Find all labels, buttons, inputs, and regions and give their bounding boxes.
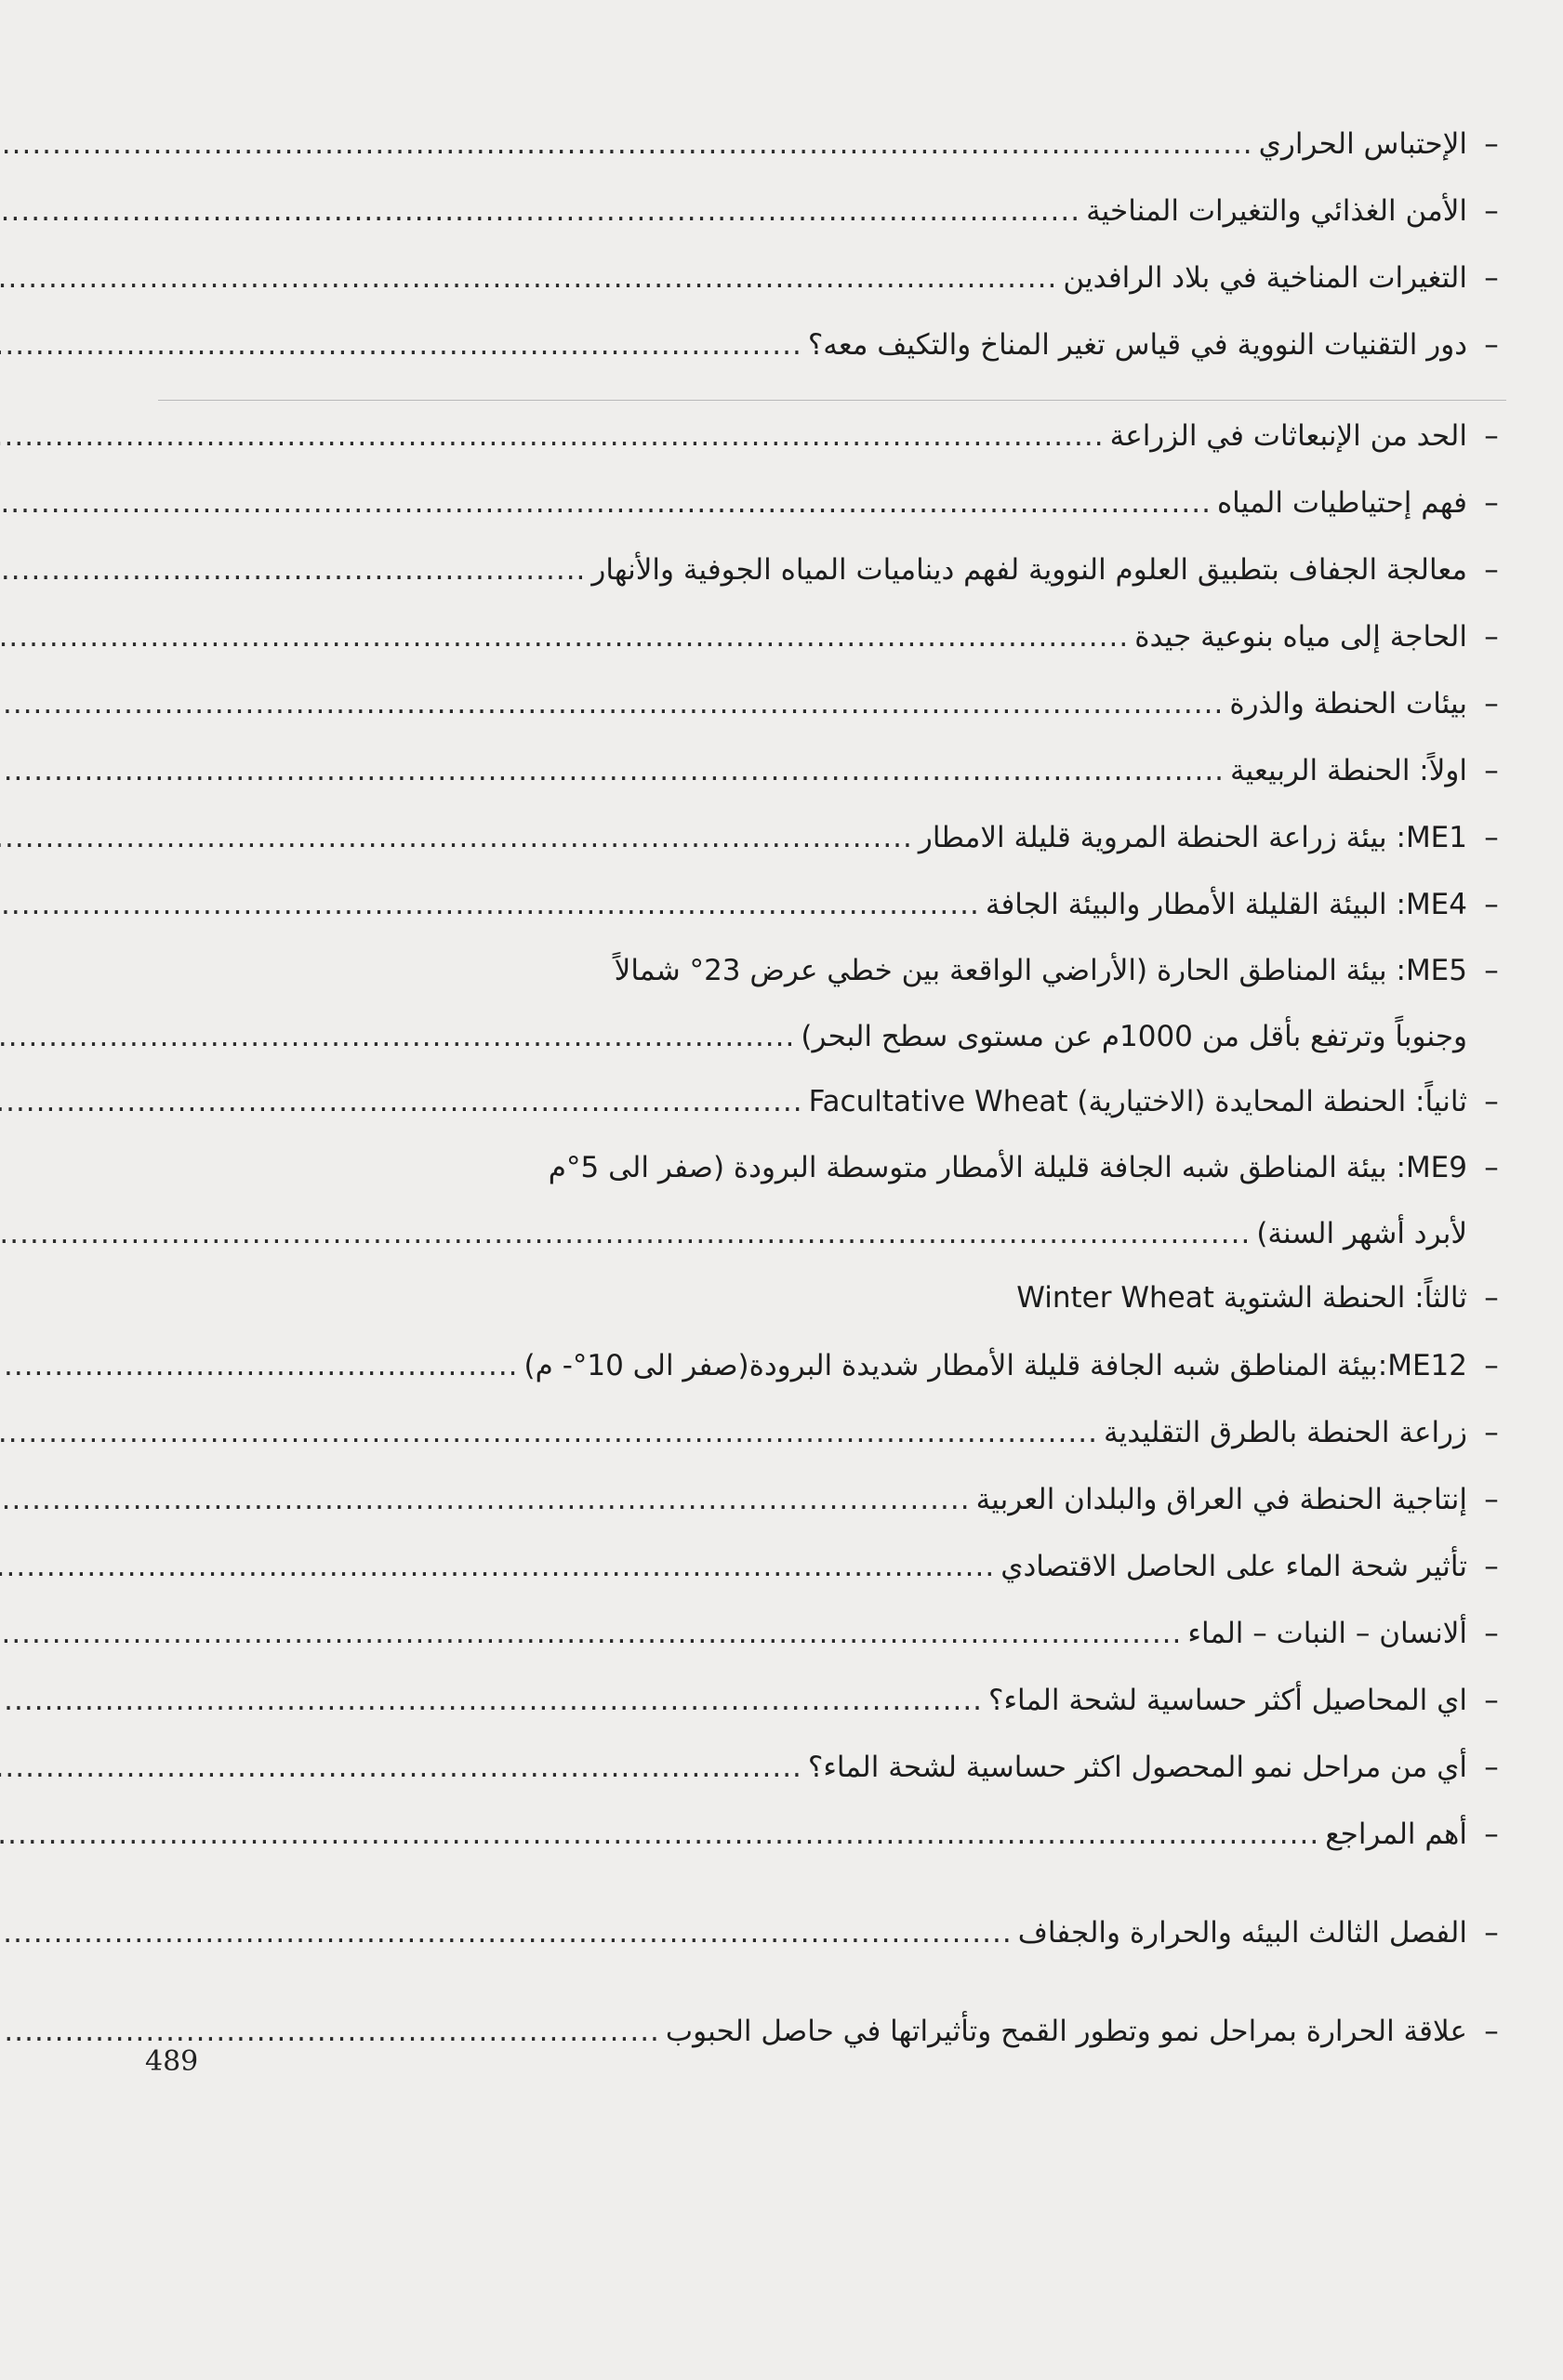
toc-entry-title: زراعة الحنطة بالطرق التقليدية bbox=[1103, 1416, 1467, 1449]
toc-entry-title: الأمن الغذائي والتغيرات المناخية bbox=[1086, 194, 1467, 228]
bullet-dash: – bbox=[1484, 821, 1499, 854]
bullet-dash: – bbox=[1484, 754, 1499, 787]
bullet-dash: – bbox=[1484, 1684, 1499, 1717]
toc-entry bbox=[195, 1800, 1516, 1867]
toc-entry-title: ألانسان – النبات – الماء bbox=[1187, 1617, 1467, 1650]
dot-leader bbox=[0, 1899, 1013, 1966]
bullet-dash: – bbox=[1484, 1916, 1499, 1950]
toc-entry bbox=[195, 1997, 1516, 2064]
dot-leader bbox=[0, 178, 1080, 245]
bullet-dash: – bbox=[1484, 687, 1499, 721]
toc-entry-title: دور التقنيات النووية في قياس تغير المناخ والتكيف معه؟ bbox=[807, 328, 1467, 362]
toc-entry bbox=[195, 937, 1516, 1067]
toc-entry bbox=[195, 1264, 1516, 1331]
toc-entry-title: الفصل الثالث البيئه والحرارة والجفاف bbox=[1017, 1916, 1467, 1950]
bullet-dash: – bbox=[1484, 954, 1499, 987]
dot-leader bbox=[0, 1734, 802, 1801]
dot-leader bbox=[0, 1600, 1182, 1667]
dot-leader bbox=[0, 1801, 1319, 1868]
bullet-dash: – bbox=[1484, 1751, 1499, 1784]
toc-entry-title: الإحتباس الحراري bbox=[1258, 127, 1467, 161]
bullet-dash: – bbox=[1484, 1617, 1499, 1650]
toc-entry bbox=[195, 1067, 1516, 1134]
bullet-dash: – bbox=[1484, 1349, 1499, 1382]
toc-entry-title: ME4: البيئة القليلة الأمطار والبيئة الجافة bbox=[985, 888, 1467, 921]
toc-entry bbox=[195, 244, 1516, 311]
toc-entry-title: ME1: بيئة زراعة الحنطة المروية قليلة الامطار bbox=[918, 821, 1467, 854]
dot-leader bbox=[0, 403, 1105, 469]
toc-entry-title: علاقة الحرارة بمراحل نمو وتطور القمح وتأثيراتها في حاصل الحبوب bbox=[665, 2015, 1467, 2048]
toc-entry bbox=[195, 870, 1516, 937]
toc-entry-title: اي المحاصيل أكثر حساسية لشحة الماء؟ bbox=[988, 1684, 1467, 1717]
toc-entry bbox=[195, 1733, 1516, 1800]
toc-entry bbox=[195, 1398, 1516, 1465]
toc-entry-title: ثالثاً: الحنطة الشتوية Winter Wheat bbox=[1016, 1281, 1467, 1315]
dot-leader bbox=[0, 311, 802, 378]
bullet-dash: – bbox=[1484, 1281, 1499, 1315]
bullet-dash: – bbox=[1484, 1550, 1499, 1583]
bullet-dash: – bbox=[1484, 328, 1499, 362]
dot-leader bbox=[0, 1399, 1098, 1466]
toc-entry bbox=[195, 1465, 1516, 1532]
dot-leader bbox=[0, 1667, 983, 1734]
toc-entry bbox=[195, 177, 1516, 244]
toc-entry-title: ثانياً: الحنطة المحايدة (الاختيارية) Facultative Wheat bbox=[808, 1085, 1467, 1118]
toc-entry-title: أي من مراحل نمو المحصول اكثر حساسية لشحة الماء؟ bbox=[807, 1751, 1467, 1784]
bullet-dash: – bbox=[1484, 127, 1499, 161]
dot-leader bbox=[0, 737, 1225, 804]
toc-entry bbox=[195, 602, 1516, 669]
dot-leader bbox=[0, 670, 1224, 737]
dot-leader bbox=[0, 245, 1057, 311]
toc-entry-title: فهم إحتياطيات المياه bbox=[1216, 486, 1467, 520]
toc-entry bbox=[195, 736, 1516, 803]
toc-entry-title: بيئات الحنطة والذرة bbox=[1229, 687, 1467, 721]
bullet-dash: – bbox=[1484, 888, 1499, 921]
bullet-dash: – bbox=[1484, 194, 1499, 228]
toc-entry-title: الحاجة إلى مياه بنوعية جيدة bbox=[1134, 620, 1467, 654]
toc-entry-title: تأثير شحة الماء على الحاصل الاقتصادي bbox=[1000, 1550, 1467, 1583]
dot-leader bbox=[0, 1005, 795, 1068]
toc-entry bbox=[195, 311, 1516, 377]
toc-entry bbox=[195, 402, 1516, 469]
dot-leader bbox=[0, 1332, 519, 1399]
toc-entry-continuation: لأبرد أشهر السنة) bbox=[1256, 1217, 1467, 1250]
bullet-dash: – bbox=[1484, 553, 1499, 587]
toc-entry bbox=[195, 1666, 1516, 1733]
bullet-dash: – bbox=[1484, 2015, 1499, 2048]
bullet-dash: – bbox=[1484, 419, 1499, 453]
dot-leader bbox=[0, 1202, 1251, 1265]
toc-entry-title: الحد من الإنبعاثات في الزراعة bbox=[1109, 419, 1467, 453]
toc-entry-title: ME9: بيئة المناطق شبه الجافة قليلة الأمطار متوسطة البرودة (صفر الى 5°م bbox=[548, 1151, 1467, 1184]
dot-leader bbox=[0, 871, 980, 938]
bullet-dash: – bbox=[1484, 486, 1499, 520]
toc-entry bbox=[195, 469, 1516, 536]
toc-chapter-entry bbox=[195, 1898, 1516, 1965]
toc-entry-title: أهم المراجع bbox=[1325, 1818, 1467, 1851]
toc-entry bbox=[195, 1532, 1516, 1599]
dot-leader bbox=[0, 603, 1129, 670]
toc-entry bbox=[195, 1599, 1516, 1666]
toc-entry-title: اولاً: الحنطة الربيعية bbox=[1230, 754, 1467, 787]
bullet-dash: – bbox=[1484, 1818, 1499, 1851]
bullet-dash: – bbox=[1484, 1416, 1499, 1449]
toc-entry-title: ME12:بيئة المناطق شبه الجافة قليلة الأمطار شديدة البرودة(صفر الى 10°- م) bbox=[523, 1349, 1467, 1382]
bullet-dash: – bbox=[1484, 1483, 1499, 1516]
toc-entry-title: إنتاجية الحنطة في العراق والبلدان العربية bbox=[975, 1483, 1467, 1516]
dot-leader bbox=[0, 1998, 660, 2065]
toc-entry-title: التغيرات المناخية في بلاد الرافدين bbox=[1063, 261, 1467, 295]
toc-entry bbox=[195, 1331, 1516, 1398]
page-number: 489 bbox=[145, 2045, 199, 2078]
dot-leader bbox=[0, 1068, 803, 1135]
dot-leader bbox=[0, 469, 1212, 536]
bullet-dash: – bbox=[1484, 261, 1499, 295]
toc-entry bbox=[195, 803, 1516, 870]
toc-entry bbox=[195, 110, 1516, 177]
dot-leader bbox=[0, 111, 1253, 178]
bullet-dash: – bbox=[1484, 1151, 1499, 1184]
toc-entry bbox=[195, 1134, 1516, 1264]
toc-entry-title: معالجة الجفاف بتطبيق العلوم النووية لفهم ديناميات المياه الجوفية والأنهار bbox=[591, 553, 1467, 587]
toc-entry bbox=[195, 669, 1516, 736]
dot-leader bbox=[0, 1466, 971, 1533]
dot-leader bbox=[0, 536, 586, 603]
toc-entry-continuation: وجنوباً وترتفع بأقل من 1000م عن مستوى سطح البحر) bbox=[801, 1020, 1467, 1053]
toc-entry bbox=[195, 536, 1516, 602]
dot-leader bbox=[0, 804, 913, 871]
bullet-dash: – bbox=[1484, 1085, 1499, 1118]
table-of-contents bbox=[195, 110, 1516, 2064]
toc-entry-title: ME5: بيئة المناطق الحارة (الأراضي الواقعة بين خطي عرض 23° شمالاً bbox=[614, 954, 1467, 987]
bullet-dash: – bbox=[1484, 620, 1499, 654]
dot-leader bbox=[0, 1533, 995, 1600]
